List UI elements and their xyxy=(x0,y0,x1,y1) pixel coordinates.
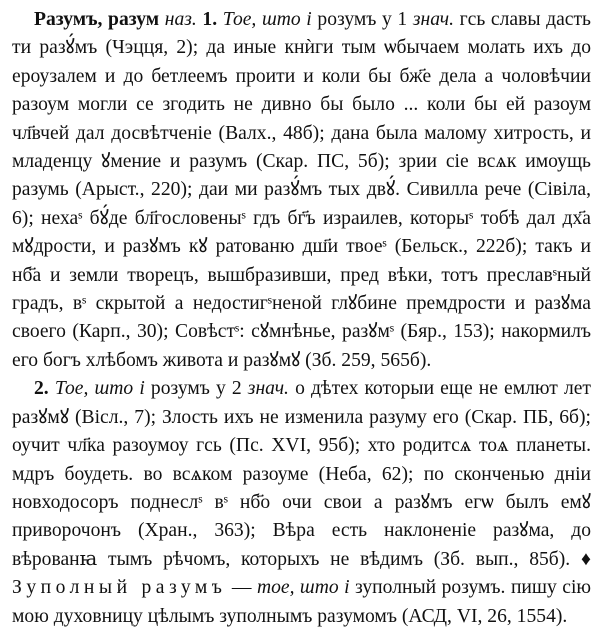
entry-headword: Разумъ, разум xyxy=(34,9,160,30)
dictionary-entry-sense-2 xyxy=(12,375,591,631)
sense-2-gloss: Тое, што і xyxy=(54,378,145,400)
phrase-citation: пишу сію мою духовницу цѣлымъ зуполнымъ разумомъ (АСД, VI, 26, 1554). xyxy=(12,577,592,627)
sense-2-number: 2. xyxy=(34,378,49,400)
dictionary-entry-sense-1 xyxy=(12,6,591,375)
sense-1-gloss: Тое, што і xyxy=(222,9,312,30)
phrase-gloss-word: зуполный розумъ. xyxy=(355,577,506,599)
sense-1-number: 1. xyxy=(202,9,218,30)
phrase-gloss: тое, што і xyxy=(256,577,350,599)
phrase-headword: Зуполный разумъ xyxy=(12,577,227,599)
phrase-diamond-marker: ♦ xyxy=(581,548,592,570)
sense-1-gloss-tail: знач. xyxy=(412,9,454,30)
sense-1-gloss-word: розумъ у 1 xyxy=(317,9,408,30)
sense-2-citations: о дѣтех которыи еще не емлют лет разꙋмꙋ (Вісл., 7); Злость ихъ не изменила разуму его (Скар. ПБ, 6б); оучит чл҃ка разоумоу гсь (Пс. XVI, 95б); хто родитсѧ тоѧ планеты. мдръ боудеть. во всѧком разоуме (Неба, 62); по сконченью дніи новходосоръ поднеслˢ вˢ нб҃о очи свои а разꙋмъ егѡ былъ емꙋ приворочонъ (Хран., 363); Вѣра есть наклоненіе разꙋма, до вѣрованꙗ тымъ рѣчомъ, которыхъ не вѣдимъ (Зб. вып., 85б). xyxy=(12,378,591,570)
sense-2-gloss-word: розумъ у 2 xyxy=(150,378,242,400)
sense-1-citations: гсь славы дасть ти разꙋ́мъ (Чэцця, 2); да иные кнѝги тым ѡбычаем молать ихъ до ероузалем и до бетлеемъ проити и коли бы бж҃е дела а чоловѣчии разоум могли се згодить не дивно бы было ... коли бы ей разоум чл҃вчей дал досвѣтченіе (Валх., 48б); дана была малому хитрость, и младенцу ꙋмение и разумъ (Скар. ПС, 5б); зрии сіе всѧк имоущь разумь (Арыст., 220); даи ми разꙋ́мъ тых двꙋ́. Сивилла рече (Сівіла, 6); нехаˢ бꙋ́де бл҃гословеныˢ гдъ бг҃ъ израилев, которыˢ тобѣ дал дх҃а мꙋдрости, и разꙋмъ кꙋ ратованю дш҃и твоеˢ (Бельск., 222б); такъ и нб҃а и земли творецъ, вышбразивши, пред вѣки, тотъ преславˢный градъ, вˢ скрытой а недостигˢненой глꙋбине премдрости и разꙋма своего (Карп., 30); Совѣстˢ: сꙋмнѣнье, разꙋмˢ (Бяр., 153); накормилъ его богъ хлѣбомъ живота и разꙋмꙋ (Зб. 259, 565б). xyxy=(12,9,591,371)
sense-2-gloss-tail: знач. xyxy=(247,378,289,400)
phrase-dash: — xyxy=(231,577,252,599)
part-of-speech-label: наз. xyxy=(164,9,197,30)
